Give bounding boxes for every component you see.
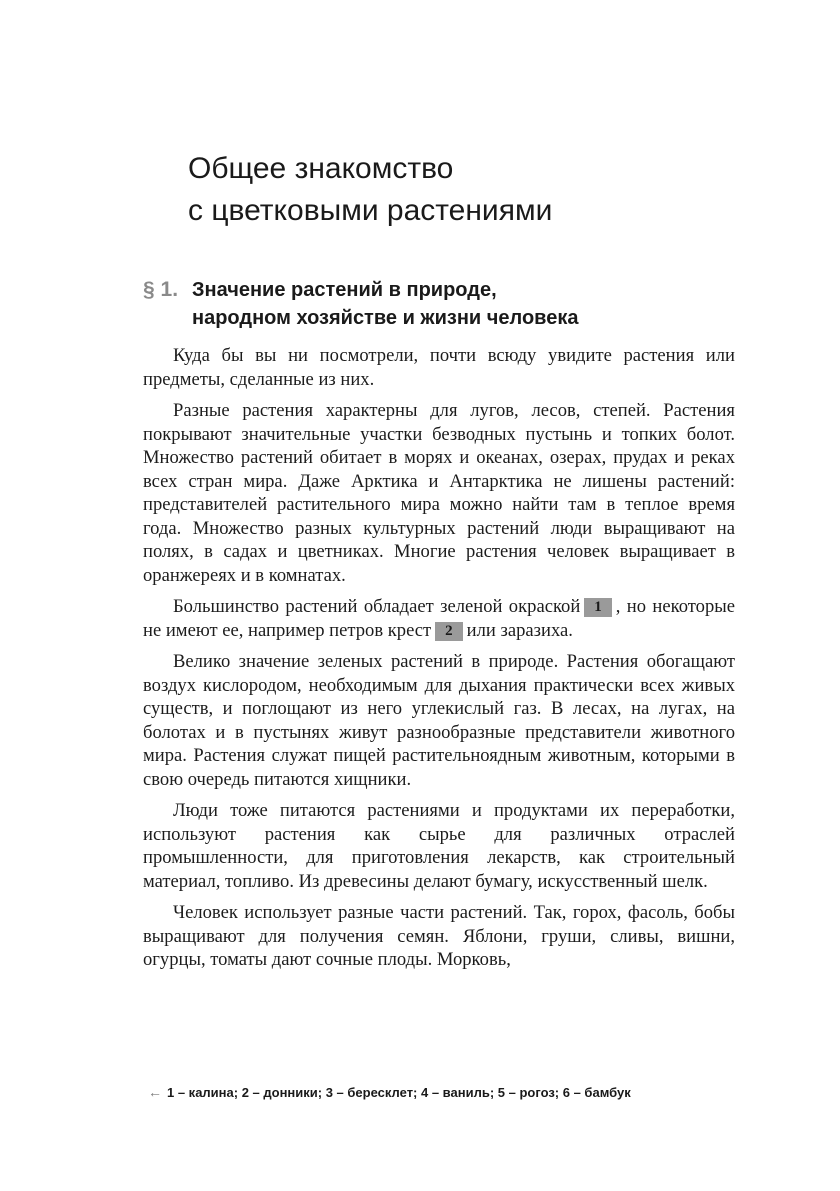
- arrow-left-icon: ←: [148, 1084, 161, 1100]
- chapter-title-line-1: Общее знакомство: [188, 152, 454, 185]
- paragraph-4: Велико значение зеленых растений в природе. Растения обогащают воздух кислородом, необходимым для дыхания практически всех живых существ, и поглощают из него углекислый газ. В лесах, на лугах, на болотах и в пустынях живут разнообразные представители животного мира. Растения служат пищей растительноядным животным, которыми в свою очередь питаются хищники.: [143, 651, 735, 790]
- figure-caption: [148, 1083, 748, 1102]
- paragraph-1: Куда бы вы ни посмотрели, почти всюду увидите растения или предметы, сделанные из них.: [143, 345, 735, 390]
- chapter-title: [188, 148, 748, 232]
- figure-caption-text: 1 – калина; 2 – донники; 3 – бересклет; 4 – ваниль; 5 – рогоз; 6 – бамбук: [167, 1085, 631, 1100]
- section-title: [192, 276, 578, 332]
- paragraph-3-text-c: или заразиха.: [466, 619, 573, 641]
- section-title-line-2: народном хозяйстве и жизни человека: [192, 307, 579, 329]
- paragraph-5: Люди тоже питаются растениями и продуктами их переработки, используют растения как сырье для различных отраслей промышленности, для приготовления лекарств, как строительный материал, топливо. Из древесины делают бумагу, искусственный шелк.: [143, 800, 735, 892]
- paragraph-2: Разные растения характерны для лугов, лесов, степей. Растения покрывают значительные участки безводных пустынь и топких болот. Множество растений обитает в морях и океанах, озерах, прудах и реках всех стран мира. Даже Арктика и Антарктика не лишены растений: представителей растительного мира можно найти там в теплое время года. Множество разных культурных растений люди выращивают на полях, в садах и цветниках. Многие растения человек выращивает в оранжереях и в комнатах.: [143, 400, 735, 586]
- paragraph-3-text-a: Большинство растений обладает зеленой окраской: [173, 596, 581, 617]
- paragraph-3: [143, 595, 735, 642]
- paragraph-3-text-b: , но некоторые не имеют ее, например петров крест: [143, 596, 735, 641]
- paragraph-6: Человек использует разные части растений. Так, горох, фасоль, бобы выращивают для получения семян. Яблони, груши, сливы, вишни, огурцы, томаты дают сочные плоды. Морковь,: [143, 902, 735, 970]
- section-number: § 1.: [143, 278, 179, 301]
- chapter-title-line-2: с цветковыми растениями: [188, 194, 553, 227]
- figure-marker-2[interactable]: 2: [435, 622, 463, 641]
- section-title-line-1: Значение растений в природе,: [192, 279, 497, 301]
- body-text: [143, 344, 735, 980]
- figure-marker-1[interactable]: 1: [584, 598, 612, 617]
